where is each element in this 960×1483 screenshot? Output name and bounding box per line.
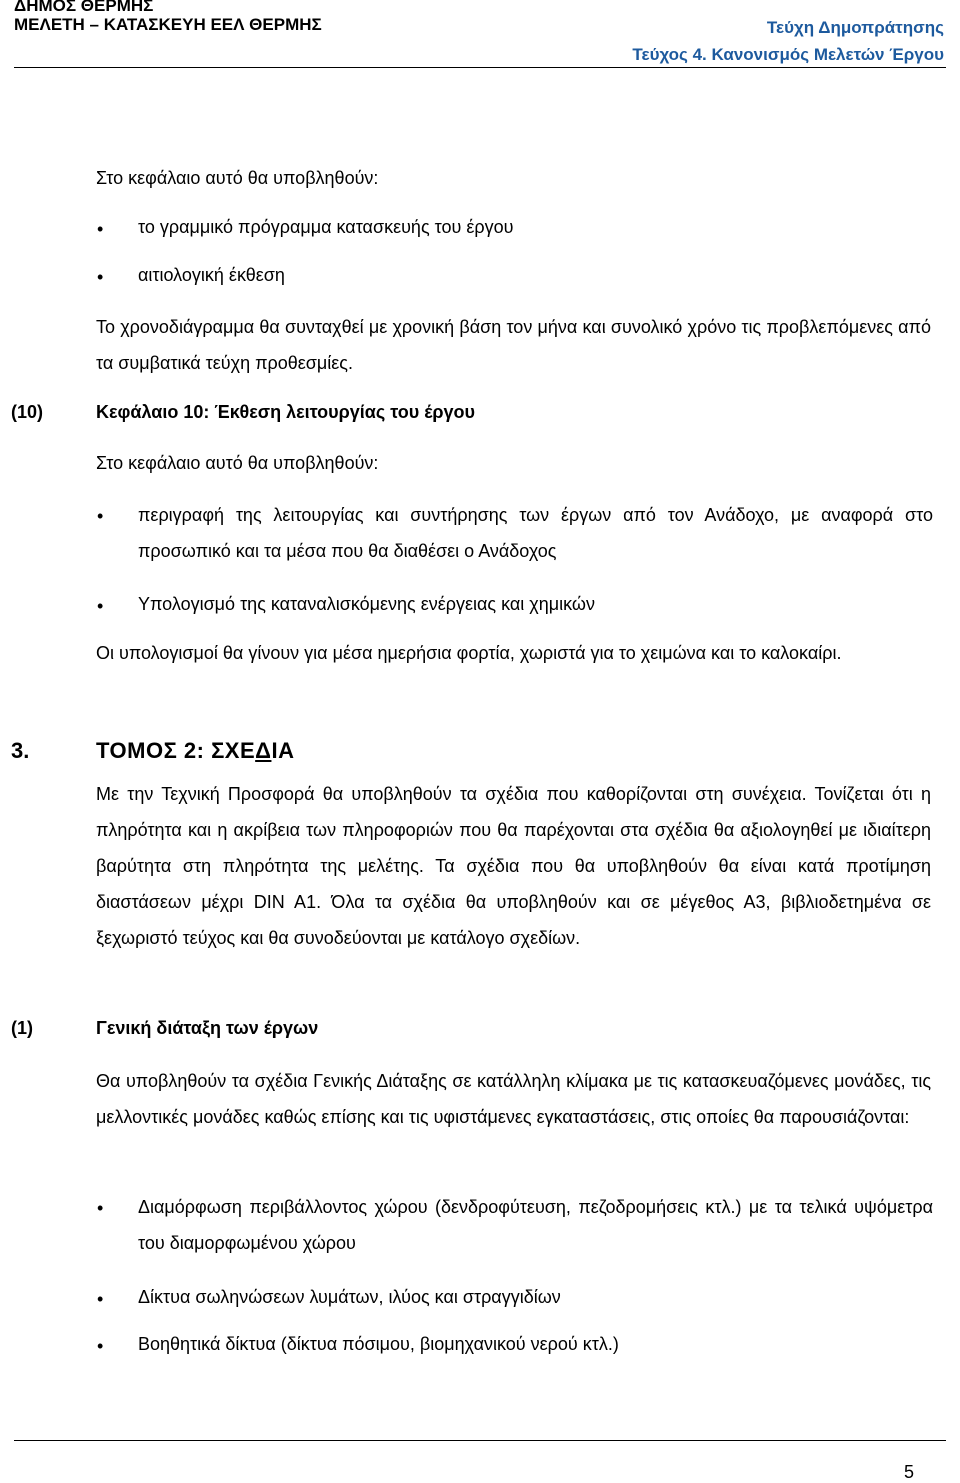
header-divider bbox=[14, 67, 946, 68]
subsection-1-number: (1) bbox=[11, 1018, 33, 1038]
chapter-10-bullet-2: Υπολογισμό της καταναλισκόμενης ενέργειας και χημικών bbox=[138, 594, 595, 614]
header-right bbox=[632, 14, 944, 68]
bullet-icon: • bbox=[97, 267, 104, 287]
chapter-10-paragraph: Οι υπολογισμοί θα γίνουν για μέσα ημερήσια φορτία, χωριστά για το χειμώνα και το καλοκαίρι. bbox=[96, 643, 842, 663]
subsection-1-bullet-3: Βοηθητικά δίκτυα (δίκτυα πόσιμου, βιομηχανικού νερού κτλ.) bbox=[138, 1334, 619, 1354]
document-volume: Τεύχος 4. Κανονισμός Μελετών Έργου bbox=[632, 45, 944, 64]
page-number: 5 bbox=[903, 1462, 914, 1482]
intro-bullet-2: αιτιολογική έκθεση bbox=[138, 265, 285, 285]
chapter-10-number: (10) bbox=[11, 402, 44, 422]
bullet-icon: • bbox=[97, 596, 104, 616]
chapter-10-title: Κεφάλαιο 10: Έκθεση λειτουργίας του έργου bbox=[96, 402, 475, 422]
municipality-name: ΔΗΜΟΣ ΘΕΡΜΗΣ bbox=[14, 0, 154, 15]
project-name: ΜΕΛΕΤΗ – ΚΑΤΑΣΚΕΥΗ ΕΕΛ ΘΕΡΜΗΣ bbox=[14, 15, 322, 34]
section-3-paragraph: Με την Τεχνική Προσφορά θα υποβληθούν τα σχέδια που καθορίζονται στη συνέχεια. Τονίζεται ότι η πληρότητα και η ακρίβεια των πληροφοριών που θα παρέχονται στα σχέδια θα αξιολογηθεί με ιδιαίτερη βαρύτητα στη πληρότητα της μελέτης. Τα σχέδια που θα υποβληθούν θα είναι κατά προτίμηση διαστάσεων μέχρι DIN A1. Όλα τα σχέδια θα υποβληθούν και σε μέγεθος Α3, βιβλιοδετημένα σε ξεχωριστό τεύχος και θα συνοδεύονται με κατάλογο σχεδίων. bbox=[96, 784, 931, 948]
header-left bbox=[14, 0, 322, 34]
chapter-10-lead: Στο κεφάλαιο αυτό θα υποβληθούν: bbox=[96, 453, 379, 473]
document-series: Τεύχη Δημοπράτησης bbox=[766, 18, 944, 37]
chapter-10-bullet-1: περιγραφή της λειτουργίας και συντήρησης των έργων από τον Ανάδοχο, με αναφορά στο προσωπικό και τα μέσα που θα διαθέσει ο Ανάδοχος bbox=[138, 505, 933, 561]
subsection-1-bullet-2: Δίκτυα σωληνώσεων λυμάτων, ιλύος και στραγγιδίων bbox=[138, 1287, 561, 1307]
bullet-icon: • bbox=[97, 506, 104, 526]
footer-divider bbox=[14, 1440, 946, 1441]
intro-paragraph: Το χρονοδιάγραμμα θα συνταχθεί με χρονική βάση τον μήνα και συνολικό χρόνο τις προβλεπόμενες από τα συμβατικά τεύχη προθεσμίες. bbox=[96, 317, 931, 373]
subsection-1-title: Γενική διάταξη των έργων bbox=[96, 1018, 319, 1038]
bullet-icon: • bbox=[97, 1198, 104, 1218]
subsection-1-bullet-1: Διαμόρφωση περιβάλλοντος χώρου (δενδροφύτευση, πεζοδρομήσεις κτλ.) με τα τελικά υψόμετρα του διαμορφωμένου χώρου bbox=[138, 1197, 933, 1253]
bullet-icon: • bbox=[97, 219, 104, 239]
bullet-icon: • bbox=[97, 1336, 104, 1356]
bullet-icon: • bbox=[97, 1289, 104, 1309]
intro-bullet-1: το γραμμικό πρόγραμμα κατασκευής του έργου bbox=[138, 217, 514, 237]
section-3-title-start: ΤΟΜΟΣ 2: ΣΧΕ bbox=[96, 738, 256, 763]
section-3-number: 3. bbox=[11, 738, 30, 763]
section-3-title-end: ΙΑ bbox=[271, 738, 295, 763]
section-3-title bbox=[96, 738, 294, 764]
section-3-title-underlined: Δ bbox=[255, 738, 272, 763]
subsection-1-paragraph: Θα υποβληθούν τα σχέδια Γενικής Διάταξης σε κατάλληλη κλίμακα με τις κατασκευαζόμενες μονάδες, τις μελλοντικές μονάδες καθώς επίσης και τις υφιστάμενες εγκαταστάσεις, στις οποίες θα παρουσιάζονται: bbox=[96, 1071, 931, 1127]
intro-lead: Στο κεφάλαιο αυτό θα υποβληθούν: bbox=[96, 168, 379, 188]
